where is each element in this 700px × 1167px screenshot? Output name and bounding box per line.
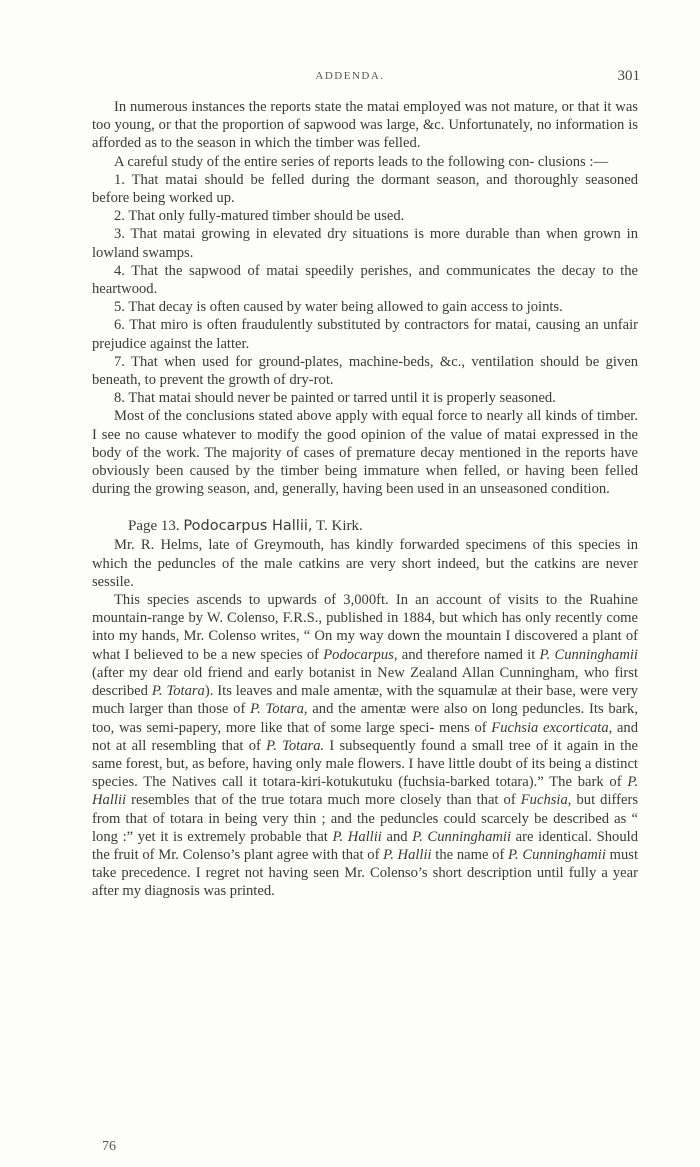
conclusion-item: 5. That decay is often caused by water being allowed to gain access to joints. <box>114 299 563 316</box>
text-run: I subsequently found a small tree of it again in the same forest, but, as before, having only male flowers. I have little doubt of its being a distinct species. The Natives call it totara-kiri-kotukutuku (fuchsia-barked totara).” The bark of <box>92 737 638 791</box>
conclusion-item: 7. That when used for ground-plates, machine-beds, &c., ventilation should be given beneath, to prevent the growth of dry-rot. <box>92 353 638 389</box>
page-number: 301 <box>617 68 640 84</box>
text-run: the name of <box>431 846 509 863</box>
text-run: , and not at all resembling that of <box>92 719 639 754</box>
page-body <box>92 98 638 901</box>
section-heading <box>92 516 638 536</box>
conclusion-item: 1. That matai should be felled during the dormant season, and thoroughly seasoned before being worked up. <box>92 171 638 207</box>
text-run: (after my dear old friend and early botanist in New Zealand Allan Cunningham, who first described <box>92 664 638 700</box>
italic-species: Podocarpus <box>323 646 394 663</box>
conclusion-item: 8. That matai should never be painted or tarred until it is properly seasoned. <box>114 390 556 407</box>
italic-species: P. Hallii <box>383 846 432 863</box>
italic-species: Fuchsia <box>520 792 568 809</box>
text-run: are identical. Should the fruit of Mr. Colenso’s plant agree with that of <box>92 828 638 863</box>
paragraph: Mr. R. Helms, late of Greymouth, has kindly forwarded specimens of this species in which the peduncles of the male catkins are very short indeed, but the catkins are never sessile. <box>92 537 638 590</box>
conclusion-item: 3. That matai growing in elevated dry situations is more durable than when grown in lowland swamps. <box>92 226 638 261</box>
text-run: This species ascends to upwards of 3,000ft. In an account of visits to the Ruahine mountain-range by W. Colenso, F.R.S., published in 1884, but which has only recently come into my hands, Mr. Colenso writes, “ On my way down the mountain I discovered a plant of what I believed to be a new species of <box>92 592 638 663</box>
italic-species: P. Cunninghamii <box>412 828 512 845</box>
italic-species: P. Totara. <box>266 737 325 754</box>
running-title: ADDENDA. <box>315 70 385 82</box>
italic-species: P. Cunninghamii <box>508 846 606 863</box>
paragraph: Most of the conclusions stated above apply with equal force to nearly all kinds of timber. I see no cause whatever to modify the good opinion of the value of matai expressed in the body of the work. The majority of cases of premature decay mentioned in the reports have obviously been caused by the timber being immature when felled, or having been felled during the growing season, and, generally, having been used in an unseasoned condition. <box>92 408 638 498</box>
section-author: T. Kirk. <box>315 518 363 535</box>
section-species: Podocarpus Hallii, <box>183 518 313 535</box>
paragraph: In numerous instances the reports state the matai employed was not mature, or that it was too young, or that the proportion of sapwood was large, &c. Unfortunately, no information is afforded as to the season in which the timber was felled. <box>92 99 638 152</box>
paragraph: A careful study of the entire series of reports leads to the following con- clusions :— <box>114 153 609 170</box>
page-header <box>0 68 700 88</box>
italic-species: P. Cunninghamii <box>539 646 638 663</box>
text-run: and <box>381 828 413 845</box>
italic-species: P. Hallii <box>92 774 638 809</box>
conclusion-item: 4. That the sapwood of matai speedily perishes, and communicates the decay to the heartwood. <box>92 262 638 298</box>
text-run: must take precedence. I regret not having seen Mr. Colenso’s short description until fully a year after my diagnosis was printed. <box>92 846 639 900</box>
text-run: , and the amentæ were also on long peduncles. Its bark, too, was semi-papery, more like that of some large speci- mens of <box>92 701 638 736</box>
text-run: , and therefore named it <box>393 646 540 663</box>
italic-species: P. Totara <box>151 683 205 700</box>
signature-mark: 76 <box>102 1139 116 1154</box>
conclusion-item: 2. That only fully-matured timber should be used. <box>114 208 405 225</box>
text-run: resembles that of the true totara much more closely than that of <box>126 792 521 809</box>
italic-species: Fuchsia excorticata <box>491 719 609 736</box>
text-run: ). Its leaves and male amentæ, with the squamulæ at their base, were very much larger than those of <box>92 683 638 718</box>
section-page-ref: Page 13. <box>128 518 180 535</box>
italic-species: P. Totara <box>250 701 304 718</box>
text-run: , but differs from that of totara in being very thin ; and the peduncles could scarcely be described as “ long :” yet it is extremely probable that <box>92 792 638 845</box>
paragraph <box>92 591 638 900</box>
italic-species: P. Hallii <box>332 828 382 845</box>
conclusion-item: 6. That miro is often fraudulently substituted by contractors for matai, causing an unfair prejudice against the latter. <box>92 317 638 352</box>
